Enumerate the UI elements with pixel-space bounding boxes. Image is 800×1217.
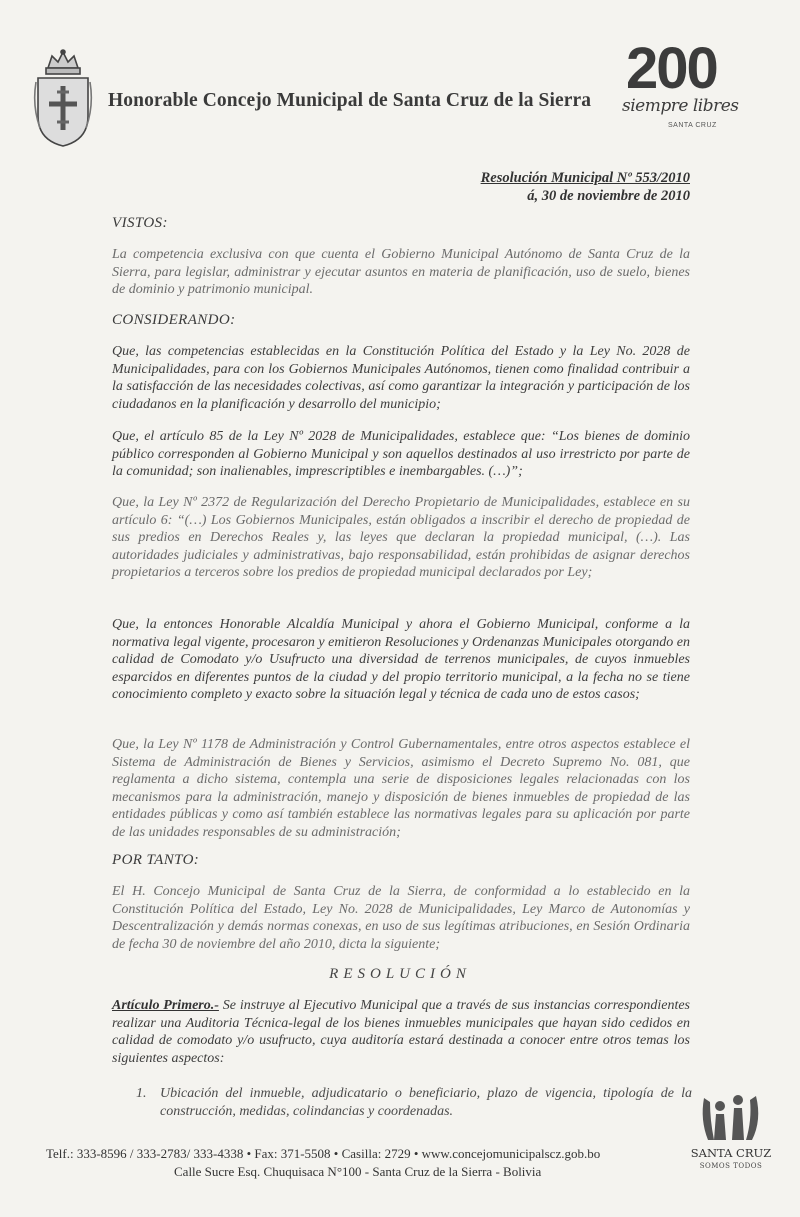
portanto-paragraph: El H. Concejo Municipal de Santa Cruz de la Sierra, de conformidad a lo establecido en la Constitución Política del Estado, Ley No. 2028 de Municipalidades, Ley Marco de Autonomías y Descentralización y demás normas conexas, en uso de sus legítimas atribuciones, en Sesión Ordinaria de fecha 30 de noviembre del año 2010, dicta la siguiente;: [112, 884, 690, 952]
articulo-primero-label: Artículo Primero.-: [112, 998, 219, 1013]
list-item-number: 1.: [136, 1086, 147, 1101]
considerando-paragraph-2: Que, el artículo 85 de la Ley Nº 2028 de Municipalidades, establece que: “Los bienes de dominio público corresponden al Gobierno Municipal y son aquellos destinados al uso irrestricto por parte de la comunidad; son inalienables, imprescriptibles e inembargables. (…)”;: [112, 429, 690, 480]
vistos-paragraph: La competencia exclusiva con que cuenta el Gobierno Municipal Autónomo de Santa Cruz de la Sierra, para legislar, administrar y ejecutar asuntos en materia de planificación, uso de suelo, bienes de dominio y patrimonio municipal.: [112, 247, 690, 298]
anniversary-logo: [618, 36, 768, 140]
resolucion-heading: RESOLUCIÓN: [329, 966, 471, 982]
considerando-paragraph-5: Que, la Ley Nº 1178 de Administración y Control Gubernamentales, entre otros aspectos establece el Sistema de Administración de Bienes y Servicios, asimismo el Decreto Supremo No. 081, que reglamenta a dicho sistema, contempla una serie de disposiciones legales relacionadas con los mecanismos para la administración, manejo y disposición de bienes inmuebles de propiedad de las entidades públicas y como así también establece las normativas legales para su aplicación por parte de las unidades responsables de su administración;: [112, 737, 690, 840]
list-item: [136, 1085, 692, 1120]
portanto-heading: POR TANTO:: [112, 852, 200, 868]
santa-cruz-logo-name: SANTA CRUZ: [690, 1146, 772, 1160]
anniversary-city: SANTA CRUZ: [668, 122, 717, 129]
considerando-paragraph-4: Que, la entonces Honorable Alcaldía Municipal y ahora el Gobierno Municipal, conforme a la normativa legal vigente, procesaron y emitieron Resoluciones y Ordenanzas Municipales otorgando en calidad de Comodato y/o Usufructo una diversidad de terrenos municipales, de cuyos inmuebles esparcidos en diferentes puntos de la ciudad y del propio territorio municipal, a la fecha no se tiene conocimiento completo y exacto sobre la situación legal y técnica de cada uno de estos casos;: [112, 617, 690, 703]
footer-address: Calle Sucre Esq. Chuquisaca N°100 - Santa Cruz de la Sierra - Bolivia: [174, 1164, 542, 1179]
considerando-paragraph-3: Que, la Ley Nº 2372 de Regularización del Derecho Propietario de Municipalidades, establece en su artículo 6: “(…) Los Gobiernos Municipales, están obligados a inscribir el derecho de propiedad de sus predios en Derechos Reales y, las leyes que declaran la propiedad municipal, (…). Las autoridades judiciales y administrativas, bajo responsabilidad, están prohibidas de asignar derechos propietarios a terceros sobre los predios de propiedad municipal declarados por Ley;: [112, 495, 690, 581]
considerando-heading: CONSIDERANDO:: [112, 312, 236, 328]
footer-contact: Telf.: 333-8596 / 333-2783/ 333-4338 • Fax: 371-5508 • Casilla: 2729 • www.concejomunicipalscz.gob.bo: [46, 1146, 601, 1161]
santa-cruz-logo-tagline: SOMOS TODOS: [699, 1162, 763, 1170]
council-name: Honorable Concejo Municipal de Santa Cruz de la Sierra: [108, 90, 592, 111]
people-figures-icon: [690, 1090, 772, 1146]
anniversary-motto: siempre libres: [622, 96, 739, 116]
considerando-paragraph-1: Que, las competencias establecidas en la Constitución Política del Estado y la Ley No. 2028 de Municipalidades, para con los Gobiernos Municipales Autónomos, tienen como finalidad contribuir a la satisfacción de las necesidades colectivas, así como garantizar la integración y participación de los ciudadanos en la planificación y desarrollo del municipio;: [112, 344, 690, 412]
santa-cruz-logo: [690, 1090, 772, 1182]
resolution-number: Resolución Municipal Nº 553/2010: [480, 170, 690, 186]
vistos-heading: VISTOS:: [112, 215, 168, 231]
list-item-text: Ubicación del inmueble, adjudicatario o beneficiario, plazo de vigencia, tipología de la construcción, medidas, colindancias y coordenadas.: [160, 1086, 692, 1119]
articulo-primero-text: Se instruye al Ejecutivo Municipal que a través de sus instancias correspondientes realizar una Auditoria Técnica-legal de los bienes inmuebles municipales que hayan sido cedidos en calidad de comodato y/o usufructo, cuya auditoría estará destinada a conocer entre otros temas los siguientes aspectos:: [112, 998, 691, 1066]
municipal-crest-icon: [32, 46, 94, 150]
anniversary-number: 200: [626, 36, 717, 101]
resolution-date: á, 30 de noviembre de 2010: [527, 188, 690, 204]
articulo-primero-paragraph: [112, 997, 690, 1067]
